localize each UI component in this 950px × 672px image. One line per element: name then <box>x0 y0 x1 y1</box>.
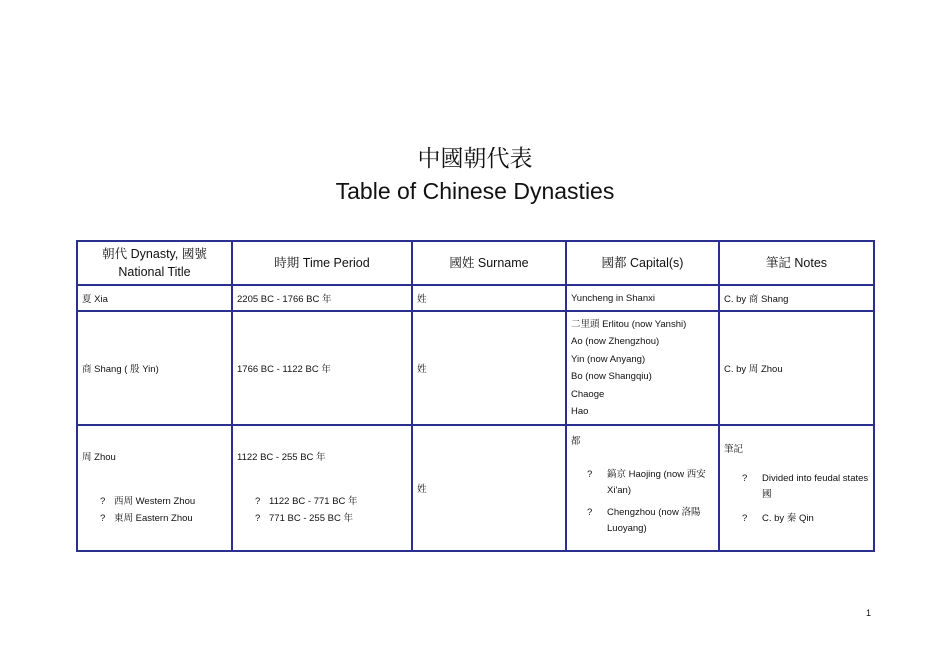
header-capital: 國都 Capital(s) <box>566 241 719 285</box>
cell-period: 2205 BC - 1766 BC 年 <box>232 285 412 311</box>
title-english: Table of Chinese Dynasties <box>335 178 615 204</box>
cell-notes: C. by 周 Zhou <box>719 311 874 425</box>
period-main: 1122 BC - 255 BC 年 <box>237 452 326 463</box>
cell-surname: 姓 <box>412 285 566 311</box>
cell-dynasty <box>77 425 232 551</box>
header-period: 時期 Time Period <box>232 241 412 285</box>
list-item: Ao (now Zhengzhou) <box>571 336 660 347</box>
list-item: Hao <box>571 406 589 417</box>
cell-surname: 姓 <box>412 311 566 425</box>
list-item: Bo (now Shangqiu) <box>571 371 652 382</box>
page-number: 1 <box>865 608 871 618</box>
cell-dynasty: 商 Shang ( 殷 Yin) <box>77 311 232 425</box>
notes-list <box>724 471 869 527</box>
header-notes: 筆記 Notes <box>719 241 874 285</box>
capital-list <box>571 316 714 421</box>
cell-surname: 姓 <box>412 425 566 551</box>
list-item: ? 771 BC - 255 BC 年 <box>255 513 353 524</box>
cell-capital <box>566 425 719 551</box>
title-chinese: 中國朝代表 <box>417 145 533 171</box>
table-row <box>77 311 874 425</box>
cell-notes: C. by 商 Shang <box>719 285 874 311</box>
list-item: Chaoge <box>571 388 605 400</box>
cell-notes <box>719 425 874 551</box>
list-item: ? C. by 秦 Qin <box>742 513 814 524</box>
header-dynasty: 朝代 Dynasty, 國號 National Title <box>77 241 232 285</box>
cell-period: 1766 BC - 1122 BC 年 <box>232 311 412 425</box>
list-item: ? Divided into feudal states 國 <box>742 473 869 500</box>
cell-period <box>232 425 412 551</box>
table-row <box>77 285 874 311</box>
list-item: ? 西周 Western Zhou <box>100 496 196 507</box>
cell-dynasty: 夏 Xia <box>77 285 232 311</box>
list-item: ? 東周 Eastern Zhou <box>100 513 193 524</box>
list-item: ? 1122 BC - 771 BC 年 <box>255 496 358 507</box>
capital-list <box>571 467 714 537</box>
notes-label: 筆記 <box>724 444 744 455</box>
header-row <box>77 241 874 285</box>
dynasty-name: 周 Zhou <box>82 452 116 463</box>
list-item: ? 鎬京 Haojing (now 西安 Xi'an) <box>587 469 706 496</box>
dynasty-table <box>76 240 875 552</box>
list-item: Yin (now Anyang) <box>571 353 646 365</box>
sub-dynasty-list <box>82 493 227 527</box>
table-row <box>77 425 874 551</box>
cell-capital <box>566 311 719 425</box>
capital-label: 都 <box>571 436 581 447</box>
sub-period-list <box>237 493 407 527</box>
list-item: 二里頭 Erlitou (now Yanshi) <box>571 318 687 330</box>
list-item: ? Chengzhou (now 洛陽 Luoyang) <box>587 507 701 534</box>
cell-capital: Yuncheng in Shanxi <box>566 285 719 311</box>
header-surname: 國姓 Surname <box>412 241 566 285</box>
